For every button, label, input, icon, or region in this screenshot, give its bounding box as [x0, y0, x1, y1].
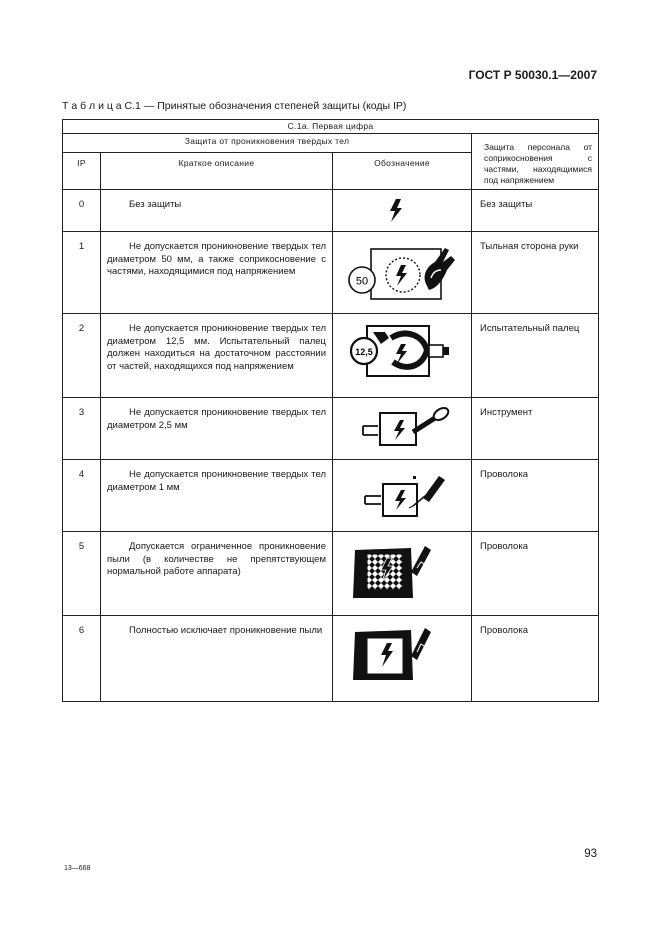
personnel-protection: Инструмент [472, 398, 599, 460]
document-code: ГОСТ Р 50030.1—2007 [468, 68, 597, 82]
symbol-cell [333, 532, 472, 616]
symbol-cell [333, 314, 472, 398]
table-row [63, 314, 599, 398]
description [101, 616, 333, 702]
description [101, 460, 333, 532]
symbol-cell [333, 460, 472, 532]
symbol-cell [333, 616, 472, 702]
hand-back-size-label: 50 [355, 275, 369, 288]
description [101, 398, 333, 460]
table-row [63, 232, 599, 314]
description-text: Не допускается проникновение твердых тел диаметром 2,5 мм [107, 407, 326, 431]
personnel-protection: Проволока [472, 616, 599, 702]
personnel-protection: Без защиты [472, 190, 599, 232]
table-row [63, 460, 599, 532]
table-caption: Т а б л и ц а С.1 — Принятые обозначения степеней защиты (коды IP) [62, 100, 407, 112]
personnel-protection: Тыльная сторона руки [472, 232, 599, 314]
subtable-title: С.1а. Первая цифра [63, 120, 599, 134]
personnel-protection: Испытательный палец [472, 314, 599, 398]
ip-code: 4 [63, 460, 101, 532]
hand-back-50mm-icon [333, 232, 472, 314]
ip-code: 6 [63, 616, 101, 702]
description-text: Без защиты [129, 199, 182, 210]
description-text: Не допускается проникновение твердых тел диаметром 1 мм [107, 469, 326, 493]
column-header-description: Краткое описание [101, 153, 333, 190]
symbol-cell [333, 190, 472, 232]
description-text: Допускается ограниченное проникновение пыли (в количестве не препятствующем нормальной работе аппарата) [107, 541, 326, 577]
wire-icon [333, 460, 472, 532]
table-row [63, 190, 599, 232]
description [101, 190, 333, 232]
ip-code: 5 [63, 532, 101, 616]
description-text: Полностью исключает проникновение пыли [129, 625, 323, 636]
test-finger-size-label: 12,5 [355, 347, 373, 357]
column-header-ip: IP [63, 153, 101, 190]
description [101, 532, 333, 616]
symbol-cell [333, 232, 472, 314]
description-text: Не допускается проникновение твердых тел диаметром 12,5 мм. Испытательный палец должен находиться на достаточном расстоянии от частей, находящихся под напряжением [107, 323, 326, 372]
ip-code: 2 [63, 314, 101, 398]
table-row [63, 398, 599, 460]
group-header-solids: Защита от проникновения твердых тел [63, 134, 472, 153]
table-row [63, 616, 599, 702]
ip-code: 1 [63, 232, 101, 314]
column-header-symbol: Обозначение [333, 153, 472, 190]
group-header-personnel: Защита персонала от соприкосновения с частями, находящимися под напряжением [472, 134, 599, 190]
tool-icon [333, 398, 472, 460]
ip-code: 3 [63, 398, 101, 460]
description [101, 232, 333, 314]
symbol-cell [333, 398, 472, 460]
table-row [63, 532, 599, 616]
lightning-icon [333, 190, 472, 232]
description-text: Не допускается проникновение твердых тел диаметром 50 мм, а также соприкосновение с частями, находящимися под напряжением [107, 241, 326, 277]
dust-tight-wire-icon [333, 616, 472, 702]
personnel-protection: Проволока [472, 532, 599, 616]
page-number: 93 [584, 848, 597, 860]
test-finger-12-5mm-icon [333, 314, 472, 398]
personnel-protection: Проволока [472, 460, 599, 532]
folio-code: 13—668 [64, 865, 91, 872]
ip-codes-table [62, 119, 599, 702]
dust-protected-wire-icon [333, 532, 472, 616]
ip-code: 0 [63, 190, 101, 232]
description [101, 314, 333, 398]
